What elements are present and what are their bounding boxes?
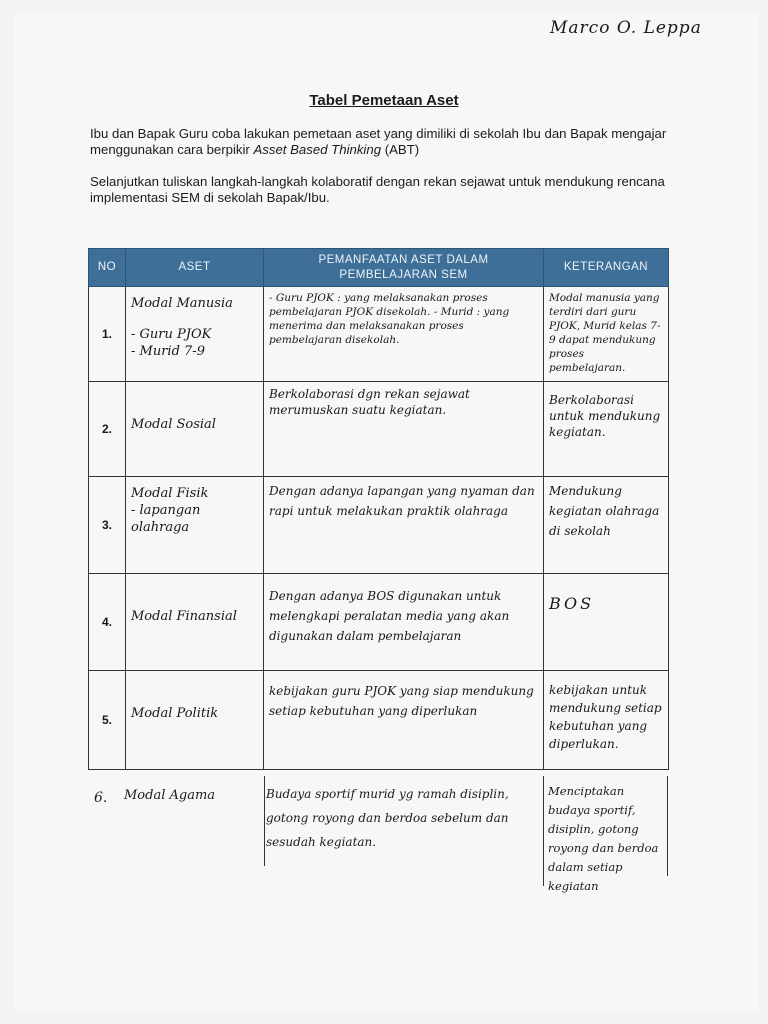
aset-name: Modal Politik [131,706,219,721]
keterangan-cell [544,382,669,477]
author-signature: Marco O. Leppa [550,18,702,38]
keterangan-cell [544,574,669,671]
table-row [89,671,669,770]
keterangan-text: Mendukung kegiatan olahraga di sekolah [549,484,660,538]
table-row [89,287,669,382]
aset-name: Modal Sosial [131,417,216,432]
intro-paragraph-1 [90,126,670,158]
keterangan-text: BOS [549,594,595,613]
table-row [89,574,669,671]
table-row [89,477,669,574]
keterangan-cell [544,671,669,770]
header-keterangan: KETERANGAN [544,249,669,287]
header-no: NO [89,249,126,287]
aset-item: - Murid 7-9 [131,344,205,359]
aset-cell [126,574,264,671]
page-title: Tabel Pemetaan Aset [309,92,459,109]
pemanfaatan-cell [264,382,544,477]
keterangan-text: kebijakan untuk mendukung setiap kebutuhan yang diperlukan. [549,683,662,751]
pemanfaatan-text: Budaya sportif murid yg ramah disiplin, gotong royong dan berdoa sebelum dan sesudah kegiatan. [266,787,509,849]
keterangan-text: Modal manusia yang terdiri dari guru PJOK, Murid kelas 7-9 dapat mendukung proses pembelajaran. [549,292,661,374]
aset-name: Modal Manusia [131,296,233,311]
intro-p1-text: Ibu dan Bapak Guru coba lakukan pemetaan aset yang dimiliki di sekolah Ibu dan Bapak mengajar menggunakan cara berpikir [90,126,667,157]
aset-cell [126,477,264,574]
pemanfaatan-text: Dengan adanya lapangan yang nyaman dan rapi untuk melakukan praktik olahraga [269,484,535,518]
intro-p1-emphasis: Asset Based Thinking [253,142,382,157]
hand-drawn-line [264,776,265,866]
aset-cell [126,287,264,382]
aset-item: - lapangan olahraga [131,503,201,535]
keterangan-text: Menciptakan budaya sportif, disiplin, gotong royong dan berdoa dalam setiap kegiatan [548,784,659,893]
header-aset: ASET [126,249,264,287]
aset-cell [126,671,264,770]
pemanfaatan-text: - Guru PJOK : yang melaksanakan proses pembelajaran PJOK disekolah. - Murid : yang menerima dan melaksanakan proses pembelajaran disekolah. [269,292,510,346]
pemanfaatan-text: kebijakan guru PJOK yang siap mendukung setiap kebutuhan yang diperlukan [269,684,534,718]
intro-paragraph-2: Selanjutkan tuliskan langkah-langkah kolaboratif dengan rekan sejawat untuk mendukung rencana implementasi SEM di sekolah Bapak/Ibu. [90,174,665,205]
intro-p1-suffix: (ABT) [381,142,420,157]
aset-cell [126,382,264,477]
pemanfaatan-cell [264,574,544,671]
pemanfaatan-cell [264,671,544,770]
row-number: 6. [94,790,108,806]
row-number: 2. [89,382,126,477]
hand-drawn-line [543,776,544,886]
keterangan-text: Berkolaborasi untuk mendukung kegiatan. [549,393,661,439]
pemanfaatan-cell [264,477,544,574]
row-number: 3. [89,477,126,574]
table-row [89,382,669,477]
aset-name: Modal Finansial [131,609,237,624]
pemanfaatan-cell [264,287,544,382]
table-row-6 [88,776,668,893]
table-header-row [89,249,669,287]
header-pemanfaatan: PEMANFAATAN ASET DALAM PEMBELAJARAN SEM [264,249,544,287]
keterangan-cell [544,287,669,382]
pemanfaatan-text: Berkolaborasi dgn rekan sejawat merumuskan suatu kegiatan. [269,387,470,417]
aset-item: - Guru PJOK [131,327,212,342]
row-number: 5. [89,671,126,770]
aset-name: Modal Fisik [131,486,209,501]
asset-mapping-table [88,248,669,770]
row-number: 4. [89,574,126,671]
pemanfaatan-text: Dengan adanya BOS digunakan untuk melengkapi peralatan media yang akan digunakan dalam pembelajaran [269,589,510,643]
keterangan-cell [544,477,669,574]
row-number: 1. [89,287,126,382]
aset-name: Modal Agama [124,788,216,803]
intro-text [90,126,670,222]
